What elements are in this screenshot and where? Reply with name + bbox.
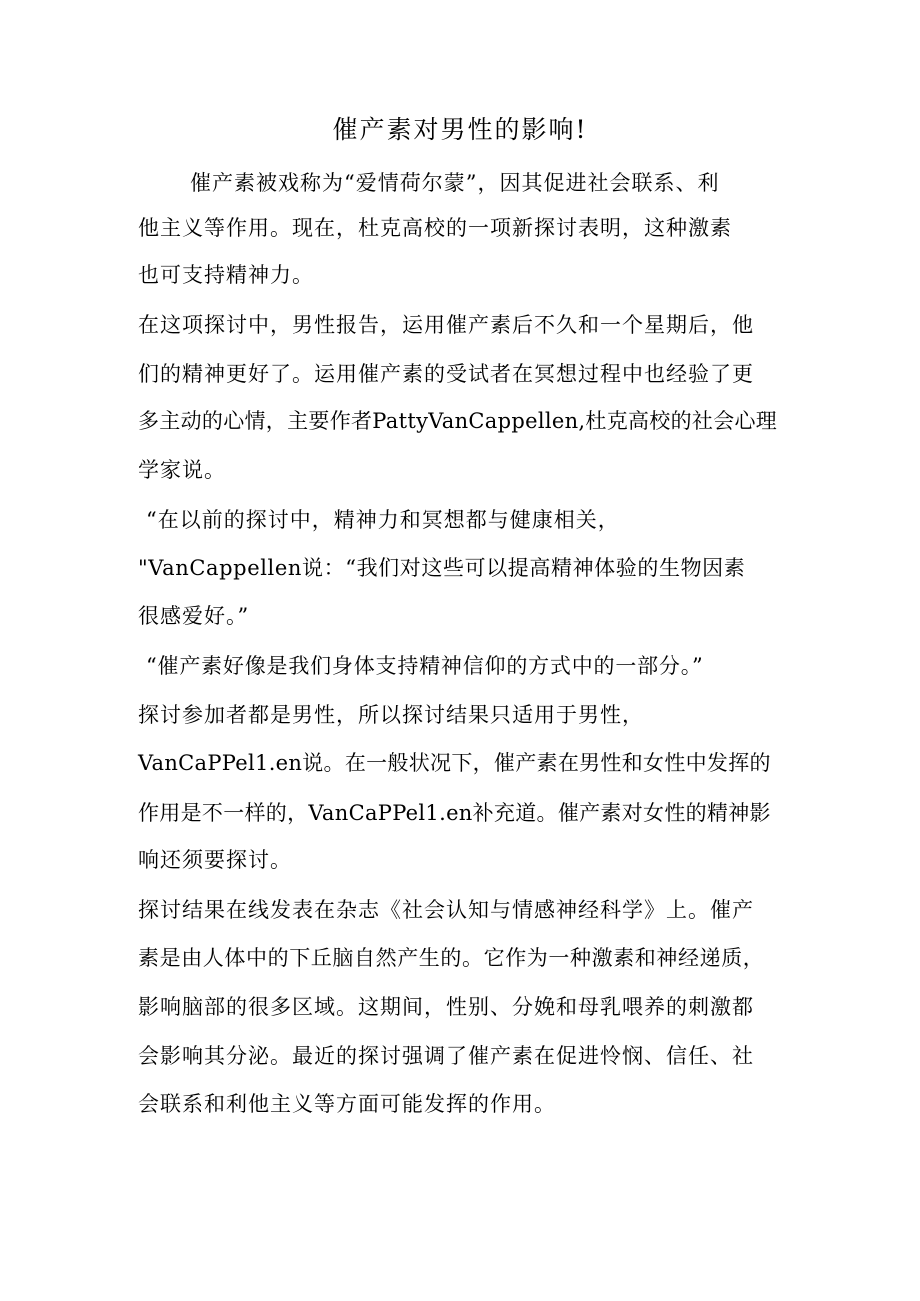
paragraph-line: 多主动的心情，主要作者PattyVanCappellen,杜克高校的社会心理 [138, 409, 778, 433]
paragraph-line: 很感爱好。” [138, 604, 250, 628]
paragraph-line: "VanCappellen说：“我们对这些可以提高精神体验的生物因素 [138, 556, 746, 580]
paragraph-line: 在这项探讨中，男性报告，运用催产素后不久和一个星期后，他 [138, 313, 754, 337]
paragraph-line: 会影响其分泌。最近的探讨强调了催产素在促进怜悯、信任、社 [138, 1044, 754, 1068]
paragraph-line: 也可支持精神力。 [138, 263, 314, 287]
paragraph-line: 他主义等作用。现在，杜克高校的一项新探讨表明，这种激素 [138, 216, 732, 240]
paragraph-line: 探讨结果在线发表在杂志《社会认知与情感神经科学》上。催产 [138, 898, 754, 922]
document-title: 催产素对男性的影响! [332, 115, 588, 144]
paragraph-line: 们的精神更好了。运用催产素的受试者在冥想过程中也经验了更 [138, 362, 754, 386]
paragraph-line: 探讨参加者都是男性，所以探讨结果只适用于男性， [138, 703, 644, 727]
paragraph-line: 催产素被戏称为“爱情荷尔蒙”，因其促进社会联系、利 [190, 171, 720, 195]
paragraph-line: 响还须要探讨。 [138, 848, 292, 872]
paragraph-line: VanCaPPel1.en说。在一般状况下，催产素在男性和女性中发挥的 [138, 751, 771, 775]
paragraph-line: 会联系和利他主义等方面可能发挥的作用。 [138, 1092, 556, 1116]
paragraph-line: “在以前的探讨中，精神力和冥想都与健康相关， [146, 508, 620, 532]
paragraph-line: 素是由人体中的下丘脑自然产生的。它作为一种激素和神经递质， [138, 946, 765, 970]
paragraph-line: “催产素好像是我们身体支持精神信仰的方式中的一部分。” [146, 654, 704, 678]
paragraph-line: 影响脑部的很多区域。这期间，性别、分娩和母乳喂养的刺激都 [138, 995, 754, 1019]
paragraph-line: 学家说。 [138, 458, 226, 482]
paragraph-line: 作用是不一样的，VanCaPPel1.en补充道。催产素对女性的精神影 [138, 801, 771, 825]
